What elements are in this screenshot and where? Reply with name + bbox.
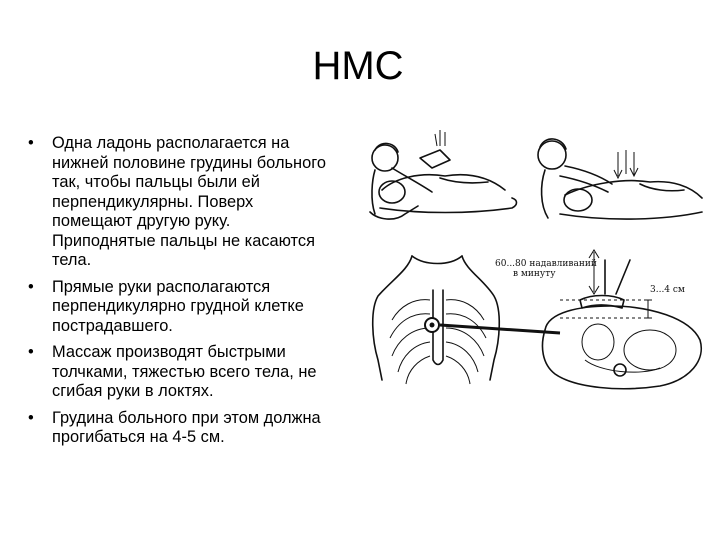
bullet-text: Одна ладонь располагается на нижней половине грудины больного так, чтобы пальцы были ей перпендикулярны. Поверх помещают другую руку. Приподнятые пальцы не касаются тела. [52,134,326,269]
bullet-marker: • [28,134,34,152]
bullet-marker: • [28,343,34,361]
bullet-text: Грудина больного при этом должна прогибаться на 4-5 см. [52,408,321,446]
slide-title: НМС [312,44,404,88]
rate-label-line1: 60...80 надавливаний [495,259,597,269]
bullet-text: Массаж производят быстрыми толчками, тяжестью всего тела, не сгибая руки в локтях. [52,343,317,400]
bullet-marker: • [28,277,34,296]
rescuer-scene-right [538,139,702,219]
rescuer-scene-left [370,130,517,219]
depth-label: 3...4 см [650,285,685,295]
bullet-text: Прямые руки располагаются перпендикулярно грудной клетке пострадавшего. [52,277,304,335]
bullet-marker: • [28,408,34,427]
rate-label-line2: в минуту [513,269,556,279]
chest-cross-section [542,250,701,389]
